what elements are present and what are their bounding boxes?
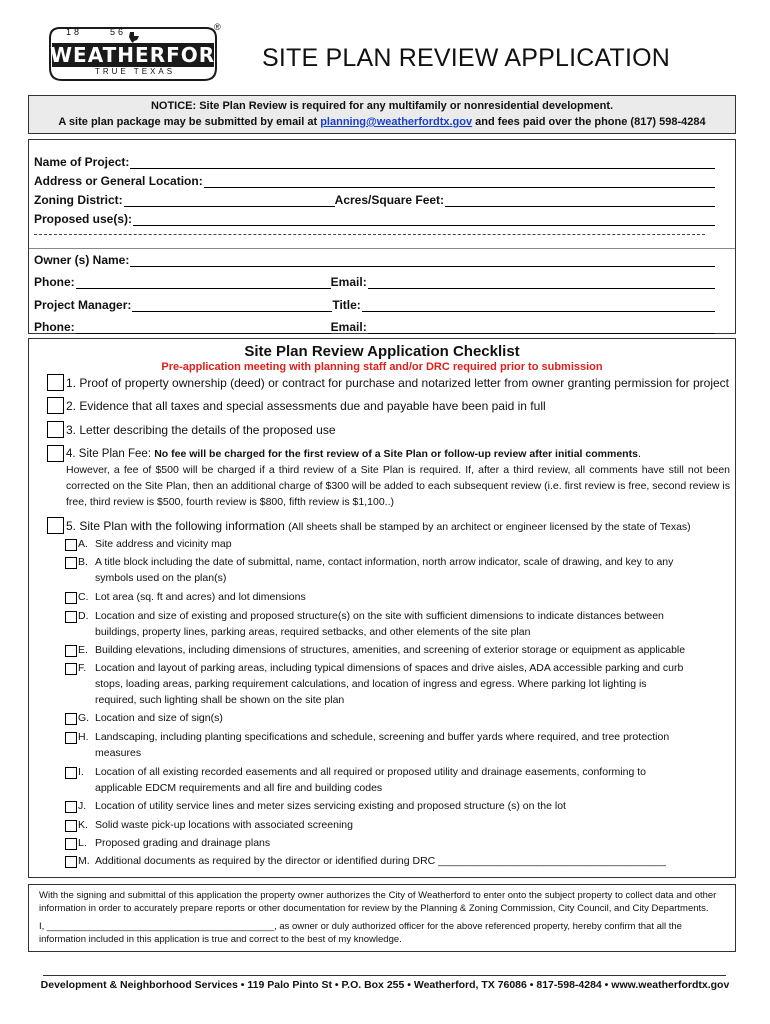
phone-line-2[interactable]	[76, 323, 331, 334]
title-label: Title:	[332, 298, 361, 312]
sub-d-text: Location and size of existing and proposed structure(s) on the site with sufficient dimensions to indicate distances between	[95, 610, 664, 622]
sub-h	[78, 730, 730, 746]
sub-k-letter: K.	[78, 819, 88, 831]
sub-i-cont: applicable EDCM requirements and all fire and building codes	[95, 782, 383, 794]
notice-line2	[29, 114, 735, 130]
title-line[interactable]	[362, 301, 715, 312]
item4-paragraph: However, a fee of $500 will be charged if a third review of a Site Plan is required. If, after a third review, all comments have still not been corrected on the Site Plan, then an additional charge of $300 will be added to each subsequent review (i.e. first review is free, second review is free, third review is $500, fourth review is $800, fifth review is $1,100..)	[66, 464, 730, 508]
sub-d	[78, 609, 730, 625]
owner-line[interactable]	[130, 256, 715, 267]
sub-i	[78, 765, 730, 781]
sub-m-checkbox[interactable]	[65, 856, 77, 868]
notice-line2-start: A site plan package may be submitted by email at	[58, 116, 321, 128]
zoning-label: Zoning District:	[34, 193, 123, 207]
logo-year-left: 18	[66, 27, 83, 37]
owner-field[interactable]	[34, 251, 715, 267]
item5-checkbox[interactable]	[47, 517, 64, 534]
item4-text	[66, 446, 730, 462]
acres-label: Acres/Square Feet:	[334, 193, 445, 207]
sub-d-cont: buildings, property lines, parking areas, required setbacks, and other elements of the site plan	[95, 626, 531, 638]
sub-g-letter: G.	[78, 712, 90, 724]
item2-checkbox[interactable]	[47, 397, 64, 414]
zoning-line[interactable]	[124, 196, 335, 207]
sub-d-letter: D.	[78, 610, 89, 622]
logo-name: WEATHERFORD	[50, 43, 233, 67]
notice-box	[28, 95, 736, 134]
address-line[interactable]	[204, 177, 715, 188]
sub-g-checkbox[interactable]	[65, 713, 77, 725]
sub-e-letter: E.	[78, 644, 88, 656]
address-label: Address or General Location:	[34, 174, 203, 188]
proposed-use-field[interactable]	[34, 210, 715, 226]
sub-a-checkbox[interactable]	[65, 539, 77, 551]
sub-h-text: Landscaping, including planting specifications and schedule, screening and buffer yards where required, and tree protection	[95, 731, 670, 743]
sub-m	[78, 854, 730, 870]
sub-a-letter: A.	[78, 538, 88, 550]
checklist-section	[28, 338, 736, 878]
sub-b-letter: B.	[78, 556, 88, 568]
sub-e-text: Building elevations, including dimensions of structures, amenities, and screening of exterior storage or equipment as applicable	[95, 644, 686, 656]
checklist-subtitle: Pre-application meeting with planning staff and/or DRC required prior to submission	[161, 361, 603, 373]
notice-line2-end: and fees paid over the phone (817) 598-4284	[472, 116, 706, 128]
confirmation-text: I, ___________________________________________, as owner or duly authorized officer for the above referenced property, hereby confirm that all the information included in this application is true and correct to the best of my knowledge.	[39, 921, 682, 945]
sub-f-cont: stops, loading areas, parking requirement calculations, and location of ingress and egress. Where parking lot lighting is	[95, 678, 647, 690]
sub-e-checkbox[interactable]	[65, 645, 77, 657]
page-title: SITE PLAN REVIEW APPLICATION	[262, 44, 671, 72]
sub-k-checkbox[interactable]	[65, 820, 77, 832]
footer-divider	[43, 975, 726, 976]
sub-b-checkbox[interactable]	[65, 557, 77, 569]
item3-text: 3. Letter describing the details of the proposed use	[66, 423, 336, 437]
notice-line1: NOTICE: Site Plan Review is required for any multifamily or nonresidential development.	[150, 100, 614, 112]
sub-h-letter: H.	[78, 731, 89, 743]
sub-c-letter: C.	[78, 591, 89, 603]
authorization-text: With the signing and submittal of this application the property owner authorizes the City of Weatherford to enter onto the subject property to collect data and other information in order to accurately prepare reports or other documentation for review by the Planning & Zoning Commission, City Council, and City Departments.	[39, 890, 717, 914]
logo-year-right: 56	[110, 27, 127, 37]
phone-label-1: Phone:	[34, 275, 75, 289]
manager-title-row	[34, 296, 715, 312]
phone-line-1[interactable]	[76, 278, 331, 289]
sub-i-checkbox[interactable]	[65, 767, 77, 779]
logo-tagline: TRUE TEXAS	[94, 67, 176, 76]
sub-f	[78, 661, 730, 677]
sub-b	[78, 555, 730, 571]
sub-a-text: Site address and vicinity map	[95, 538, 232, 550]
sub-h-cont: measures	[95, 747, 142, 759]
sub-b-cont: symbols used on the plan(s)	[95, 572, 227, 584]
item4-end: .	[637, 448, 642, 460]
sub-m-letter: M.	[78, 855, 90, 867]
sub-l	[78, 836, 730, 852]
proposed-use-label: Proposed use(s):	[34, 212, 133, 226]
project-info-section	[28, 139, 736, 334]
sub-d-checkbox[interactable]	[65, 611, 77, 623]
phone-email-row-2	[34, 318, 715, 334]
email-label-1: Email:	[330, 275, 367, 289]
sub-g-text: Location and size of sign(s)	[95, 712, 223, 724]
item4-bold: No fee will be charged for the first review of a Site Plan or follow-up review after initial comments	[154, 448, 638, 460]
sub-j-checkbox[interactable]	[65, 801, 77, 813]
footer-contact: Development & Neighborhood Services • 119 Palo Pinto St • P.O. Box 255 • Weatherford, TX 76086 • 817-598-4284 • www.weatherfordtx.gov	[40, 979, 730, 991]
email-line-1[interactable]	[368, 278, 715, 289]
sub-l-text: Proposed grading and drainage plans	[95, 837, 271, 849]
sub-f-letter: F.	[78, 662, 87, 674]
phone-email-row-1	[34, 273, 715, 289]
proposed-use-line[interactable]	[133, 215, 715, 226]
owner-label: Owner (s) Name:	[34, 253, 130, 267]
manager-label: Project Manager:	[34, 298, 132, 312]
item5-label: 5. Site Plan with the following information	[66, 519, 289, 533]
address-field[interactable]	[34, 172, 715, 188]
sub-j-letter: J.	[78, 800, 87, 812]
sub-f-text: Location and layout of parking areas, including typical dimensions of spaces and drive aisles, ADA accessible parking and curb	[95, 662, 684, 674]
email-line-2[interactable]	[368, 323, 715, 334]
item1-text: 1. Proof of property ownership (deed) or contract for purchase and notarized letter from owner granting permission for project	[66, 376, 729, 390]
sub-e	[78, 643, 730, 659]
item5-text	[66, 518, 730, 535]
sub-c-checkbox[interactable]	[65, 592, 77, 604]
sub-f-checkbox[interactable]	[65, 663, 77, 675]
sub-i-text: Location of all existing recorded easements and all required or proposed utility and drainage easements, conforming to	[95, 766, 646, 778]
sub-g	[78, 711, 730, 727]
sub-m-text: Additional documents as required by the director or identified during DRC _______________________________________	[95, 855, 666, 867]
sub-f-cont2: required, such lighting shall be shown on the site plan	[95, 694, 345, 706]
email-label-2: Email:	[330, 320, 367, 334]
item3-checkbox[interactable]	[47, 421, 64, 438]
project-name-label: Name of Project:	[34, 155, 130, 169]
sub-a	[78, 537, 730, 553]
planning-email-link[interactable]: planning@weatherfordtx.gov	[320, 116, 473, 128]
item4-label: 4. Site Plan Fee:	[66, 448, 155, 460]
sub-c	[78, 590, 730, 606]
manager-line[interactable]	[132, 301, 332, 312]
item2-text: 2. Evidence that all taxes and special assessments due and payable have been paid in full	[66, 399, 546, 413]
sub-k-text: Solid waste pick-up locations with associated screening	[95, 819, 353, 831]
sub-h-checkbox[interactable]	[65, 732, 77, 744]
sub-k	[78, 818, 730, 834]
proposed-use-extra-line[interactable]	[34, 234, 705, 235]
sub-l-letter: L.	[78, 837, 87, 849]
section-divider	[29, 248, 735, 249]
sub-b-text: A title block including the date of submittal, name, contact information, north arrow indicator, scale of drawing, and key to any	[95, 556, 674, 568]
item5-note: (All sheets shall be stamped by an architect or engineer licensed by the state of Texas)	[288, 521, 691, 533]
sub-l-checkbox[interactable]	[65, 838, 77, 850]
sub-c-text: Lot area (sq. ft and acres) and lot dimensions	[95, 591, 306, 603]
authorization-section	[28, 884, 736, 952]
phone-label-2: Phone:	[34, 320, 75, 334]
sub-j	[78, 799, 730, 815]
item1-checkbox[interactable]	[47, 374, 64, 391]
sub-j-text: Location of utility service lines and meter sizes servicing existing and proposed structure (s) on the lot	[95, 800, 566, 812]
zoning-acres-row	[34, 191, 715, 207]
checklist-title: Site Plan Review Application Checklist	[244, 343, 520, 360]
item4-checkbox[interactable]	[47, 445, 64, 462]
project-name-line[interactable]	[130, 158, 715, 169]
sub-i-letter: I.	[78, 766, 84, 778]
acres-line[interactable]	[445, 196, 715, 207]
registered-mark: ®	[214, 22, 221, 32]
project-name-field[interactable]	[34, 153, 715, 169]
